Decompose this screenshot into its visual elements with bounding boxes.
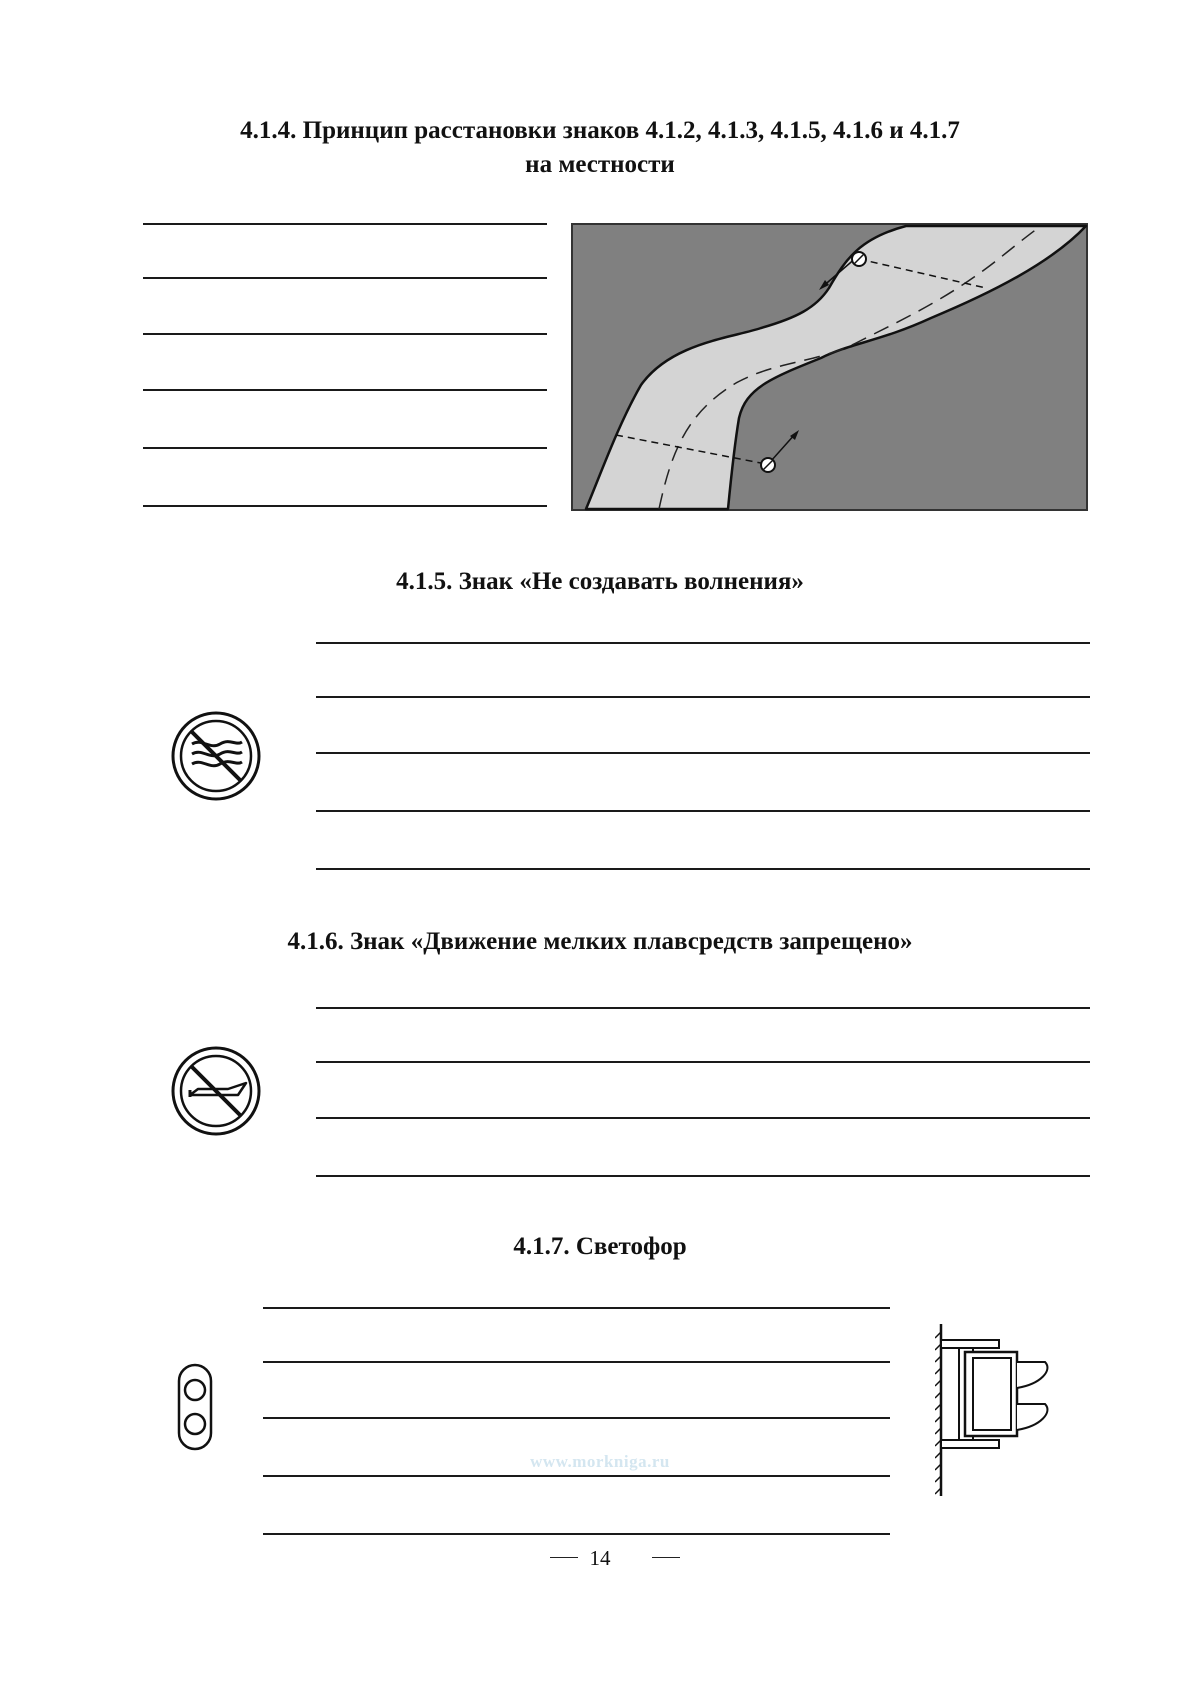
traffic-light-front-icon (176, 1362, 214, 1452)
section-4-1-4-title-line2: на местности (525, 151, 675, 178)
section-4-1-5-title: 4.1.5. Знак «Не создавать волнения» (396, 568, 804, 595)
writing-line[interactable] (263, 1417, 890, 1419)
writing-line[interactable] (316, 696, 1090, 698)
writing-line[interactable] (316, 810, 1090, 812)
section-4-1-4-title-line1: 4.1.4. Принцип расстановки знаков 4.1.2, 4.1.3, 4.1.5, 4.1.6 и 4.1.7 (240, 117, 960, 144)
page-number-dash-right (652, 1557, 680, 1558)
writing-line[interactable] (143, 277, 547, 279)
river-sign-placement-diagram (571, 223, 1088, 511)
writing-line[interactable] (143, 447, 547, 449)
writing-line[interactable] (263, 1307, 890, 1309)
writing-line[interactable] (263, 1475, 890, 1477)
section-4-1-6-title: 4.1.6. Знак «Движение мелких плавсредств запрещено» (287, 928, 913, 955)
writing-line[interactable] (316, 1007, 1090, 1009)
writing-line[interactable] (143, 333, 547, 335)
writing-line[interactable] (143, 223, 547, 225)
no-waves-sign-icon (170, 710, 262, 802)
no-small-craft-sign-icon (170, 1045, 262, 1137)
writing-line[interactable] (316, 1175, 1090, 1177)
writing-line[interactable] (316, 1117, 1090, 1119)
writing-line[interactable] (316, 868, 1090, 870)
section-4-1-7-title: 4.1.7. Светофор (513, 1233, 687, 1260)
writing-line[interactable] (263, 1533, 890, 1535)
writing-line[interactable] (316, 752, 1090, 754)
watermark: www.morkniga.ru (530, 1452, 670, 1471)
writing-line[interactable] (316, 1061, 1090, 1063)
writing-line[interactable] (143, 389, 547, 391)
traffic-light-side-icon (935, 1322, 1060, 1498)
page-number: 14 (589, 1546, 611, 1570)
writing-line[interactable] (143, 505, 547, 507)
writing-line[interactable] (316, 642, 1090, 644)
writing-line[interactable] (263, 1361, 890, 1363)
